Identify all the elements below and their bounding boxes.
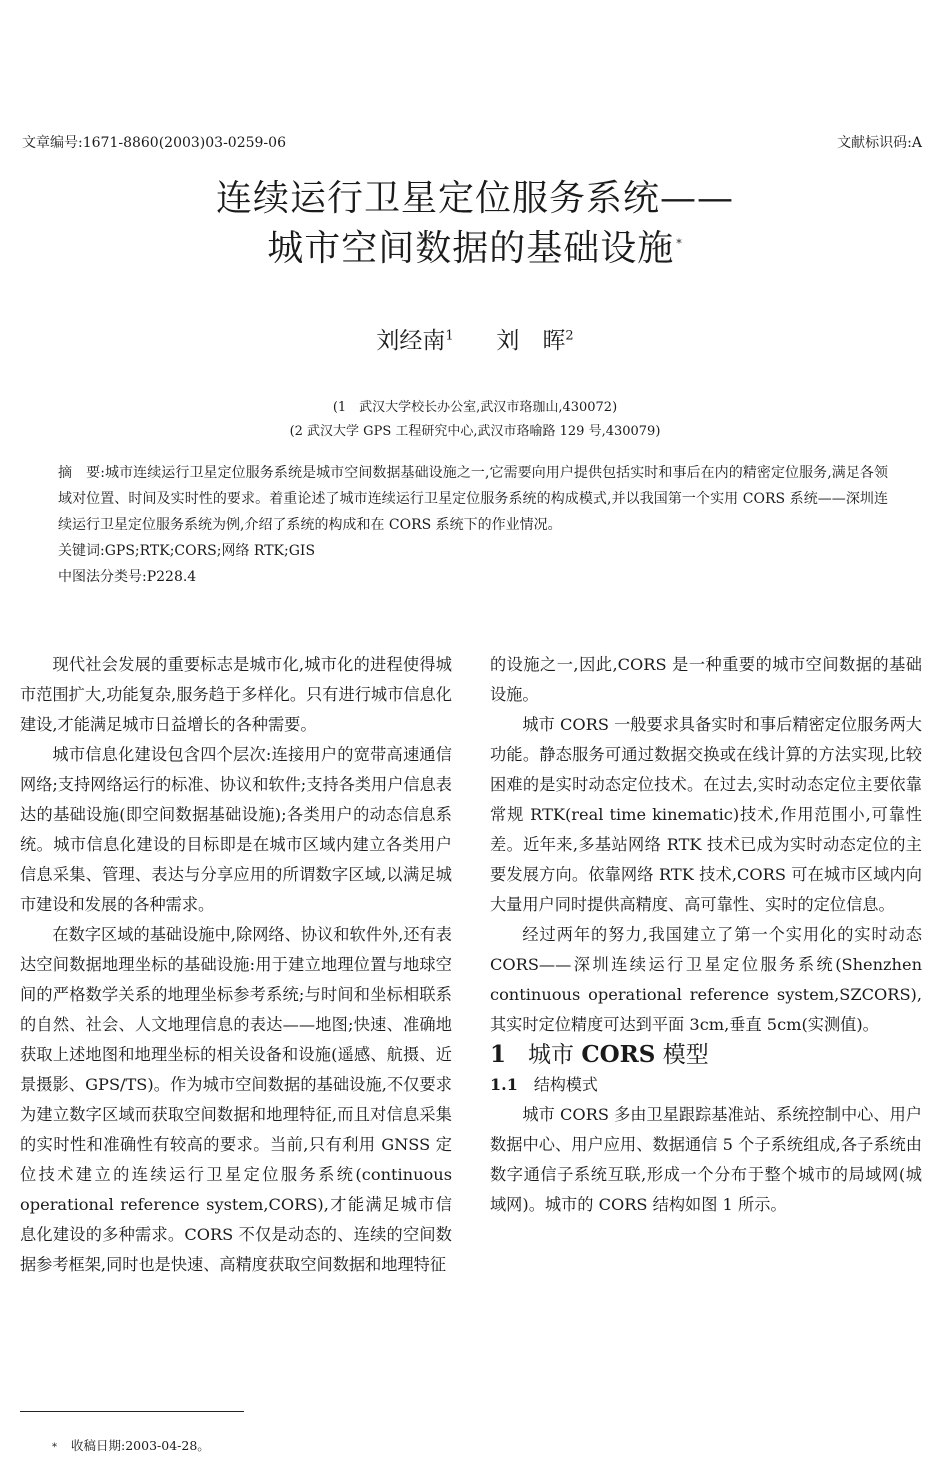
footnote bbox=[52, 1436, 210, 1454]
body-paragraph: 城市信息化建设包含四个层次:连接用户的宽带高速通信网络;支持网络运行的标准、协议和软件;支持各类用户信息表达的基础设施(即空间数据基础设施);各类用户的动态信息系统。城市信息化建设的目标即是在城市区域内建立各类用户信息采集、管理、表达与分享应用的所谓数字区域,以满足城市建设和发展的各种需求。 bbox=[20, 745, 452, 914]
paper-title-line1: 连续运行卫星定位服务系统—— bbox=[215, 178, 734, 219]
keywords: 关键词:GPS;RTK;CORS;网络 RTK;GIS bbox=[58, 543, 316, 559]
author-affil-mark: 1 bbox=[445, 328, 454, 344]
article-number: 文章编号:1671-8860(2003)03-0259-06 bbox=[22, 135, 286, 151]
author-list bbox=[0, 322, 950, 355]
body-paragraph: 城市 CORS 多由卫星跟踪基准站、系统控制中心、用户数据中心、用户应用、数据通信 5 个子系统组成,各子系统由数字通信子系统互联,形成一个分布于整个城市的局域网(城域网)。城市的 CORS 结构如图 1 所示。 bbox=[490, 1105, 922, 1214]
subsection-heading bbox=[490, 1070, 922, 1100]
title-text: 城市空间数据的基础设施 bbox=[267, 228, 675, 269]
body-paragraph: 现代社会发展的重要标志是城市化,城市化的进程使得城市范围扩大,功能复杂,服务趋于多样化。只有进行城市信息化建设,才能满足城市日益增长的各种需要。 bbox=[20, 655, 452, 734]
section-title-part: CORS bbox=[581, 1041, 656, 1068]
classification-number: 中图法分类号:P228.4 bbox=[58, 569, 197, 585]
section-title-part: 模型 bbox=[655, 1042, 709, 1068]
subsection-title: 结构模式 bbox=[533, 1075, 598, 1094]
author-name: 刘 晖 bbox=[496, 328, 566, 354]
section-heading bbox=[490, 1040, 922, 1070]
subsection-number: 1.1 bbox=[490, 1075, 518, 1094]
body-paragraph: 城市 CORS 一般要求具备实时和事后精密定位服务两大功能。静态服务可通过数据交换或在线计算的方法实现,比较困难的是实时动态定位技术。在过去,实时动态定位主要依靠常规 RTK(real time kinematic)技术,作用范围小,可靠性差。近年来,多基站网络 RTK 技术已成为实时动态定位的主要发展方向。依靠网络 RTK 技术,CORS 可在城市区域内向大量用户同时提供高精度、高可靠性、实时的定位信息。 bbox=[490, 715, 922, 914]
footnote-divider bbox=[20, 1411, 244, 1412]
affiliation-2: (2 武汉大学 GPS 工程研究中心,武汉市珞喻路 129 号,430079) bbox=[289, 424, 661, 439]
abstract-block bbox=[58, 460, 888, 590]
body-paragraph: 经过两年的努力,我国建立了第一个实用化的实时动态 CORS——深圳连续运行卫星定位服务系统(Shenzhen continuous operational reference system,SZCORS),其实时定位精度可达到平面 3cm,垂直 5cm(实测值)。 bbox=[490, 925, 922, 1034]
section-title-part: 城市 bbox=[528, 1042, 582, 1068]
body-column-right bbox=[490, 650, 922, 1220]
abstract-text: 摘 要:城市连续运行卫星定位服务系统是城市空间数据基础设施之一,它需要向用户提供包括实时和事后在内的精密定位服务,满足各领域对位置、时间及实时性的要求。着重论述了城市连续运行卫星定位服务系统的构成模式,并以我国第一个实用 CORS 系统——深圳连续运行卫星定位服务系统为例,介绍了系统的构成和在 CORS 系统下的作业情况。 bbox=[58, 465, 888, 533]
body-paragraph-continued: 的设施之一,因此,CORS 是一种重要的城市空间数据的基础设施。 bbox=[490, 655, 922, 704]
title-footnote-mark: * bbox=[676, 237, 683, 250]
body-paragraph: 在数字区域的基础设施中,除网络、协议和软件外,还有表达空间数据地理坐标的基础设施:用于建立地理位置与地球空间的严格数学关系的地理坐标参考系统;与时间和坐标相联系的自然、社会、人文地理信息的表达——地图;快速、准确地获取上述地图和地理坐标的相关设备和设施(遥感、航摄、近景摄影、GPS/TS)。作为城市空间数据的基础设施,不仅要求为建立数字区域而获取空间数据和地理特征,而且对信息采集的实时性和准确性有较高的要求。当前,只有利用 GNSS 定位技术建立的连续运行卫星定位服务系统(continuous operational reference system,CORS),才能满足城市信息化建设的多种需求。CORS 不仅是动态的、连续的空间数据参考框架,同时也是快速、高精度获取空间数据和地理特征 bbox=[20, 925, 452, 1274]
author-name: 刘经南 bbox=[376, 328, 446, 354]
affiliation-1: (1 武汉大学校长办公室,武汉市珞珈山,430072) bbox=[332, 400, 618, 415]
footnote-mark: * bbox=[52, 1442, 57, 1453]
section-number: 1 bbox=[490, 1041, 507, 1068]
footnote-text: 收稿日期:2003-04-28。 bbox=[71, 1438, 210, 1453]
author-affil-mark: 2 bbox=[565, 328, 574, 344]
paper-title-line2 bbox=[0, 220, 950, 271]
document-code: 文献标识码:A bbox=[837, 135, 922, 151]
body-column-left bbox=[20, 650, 452, 1280]
